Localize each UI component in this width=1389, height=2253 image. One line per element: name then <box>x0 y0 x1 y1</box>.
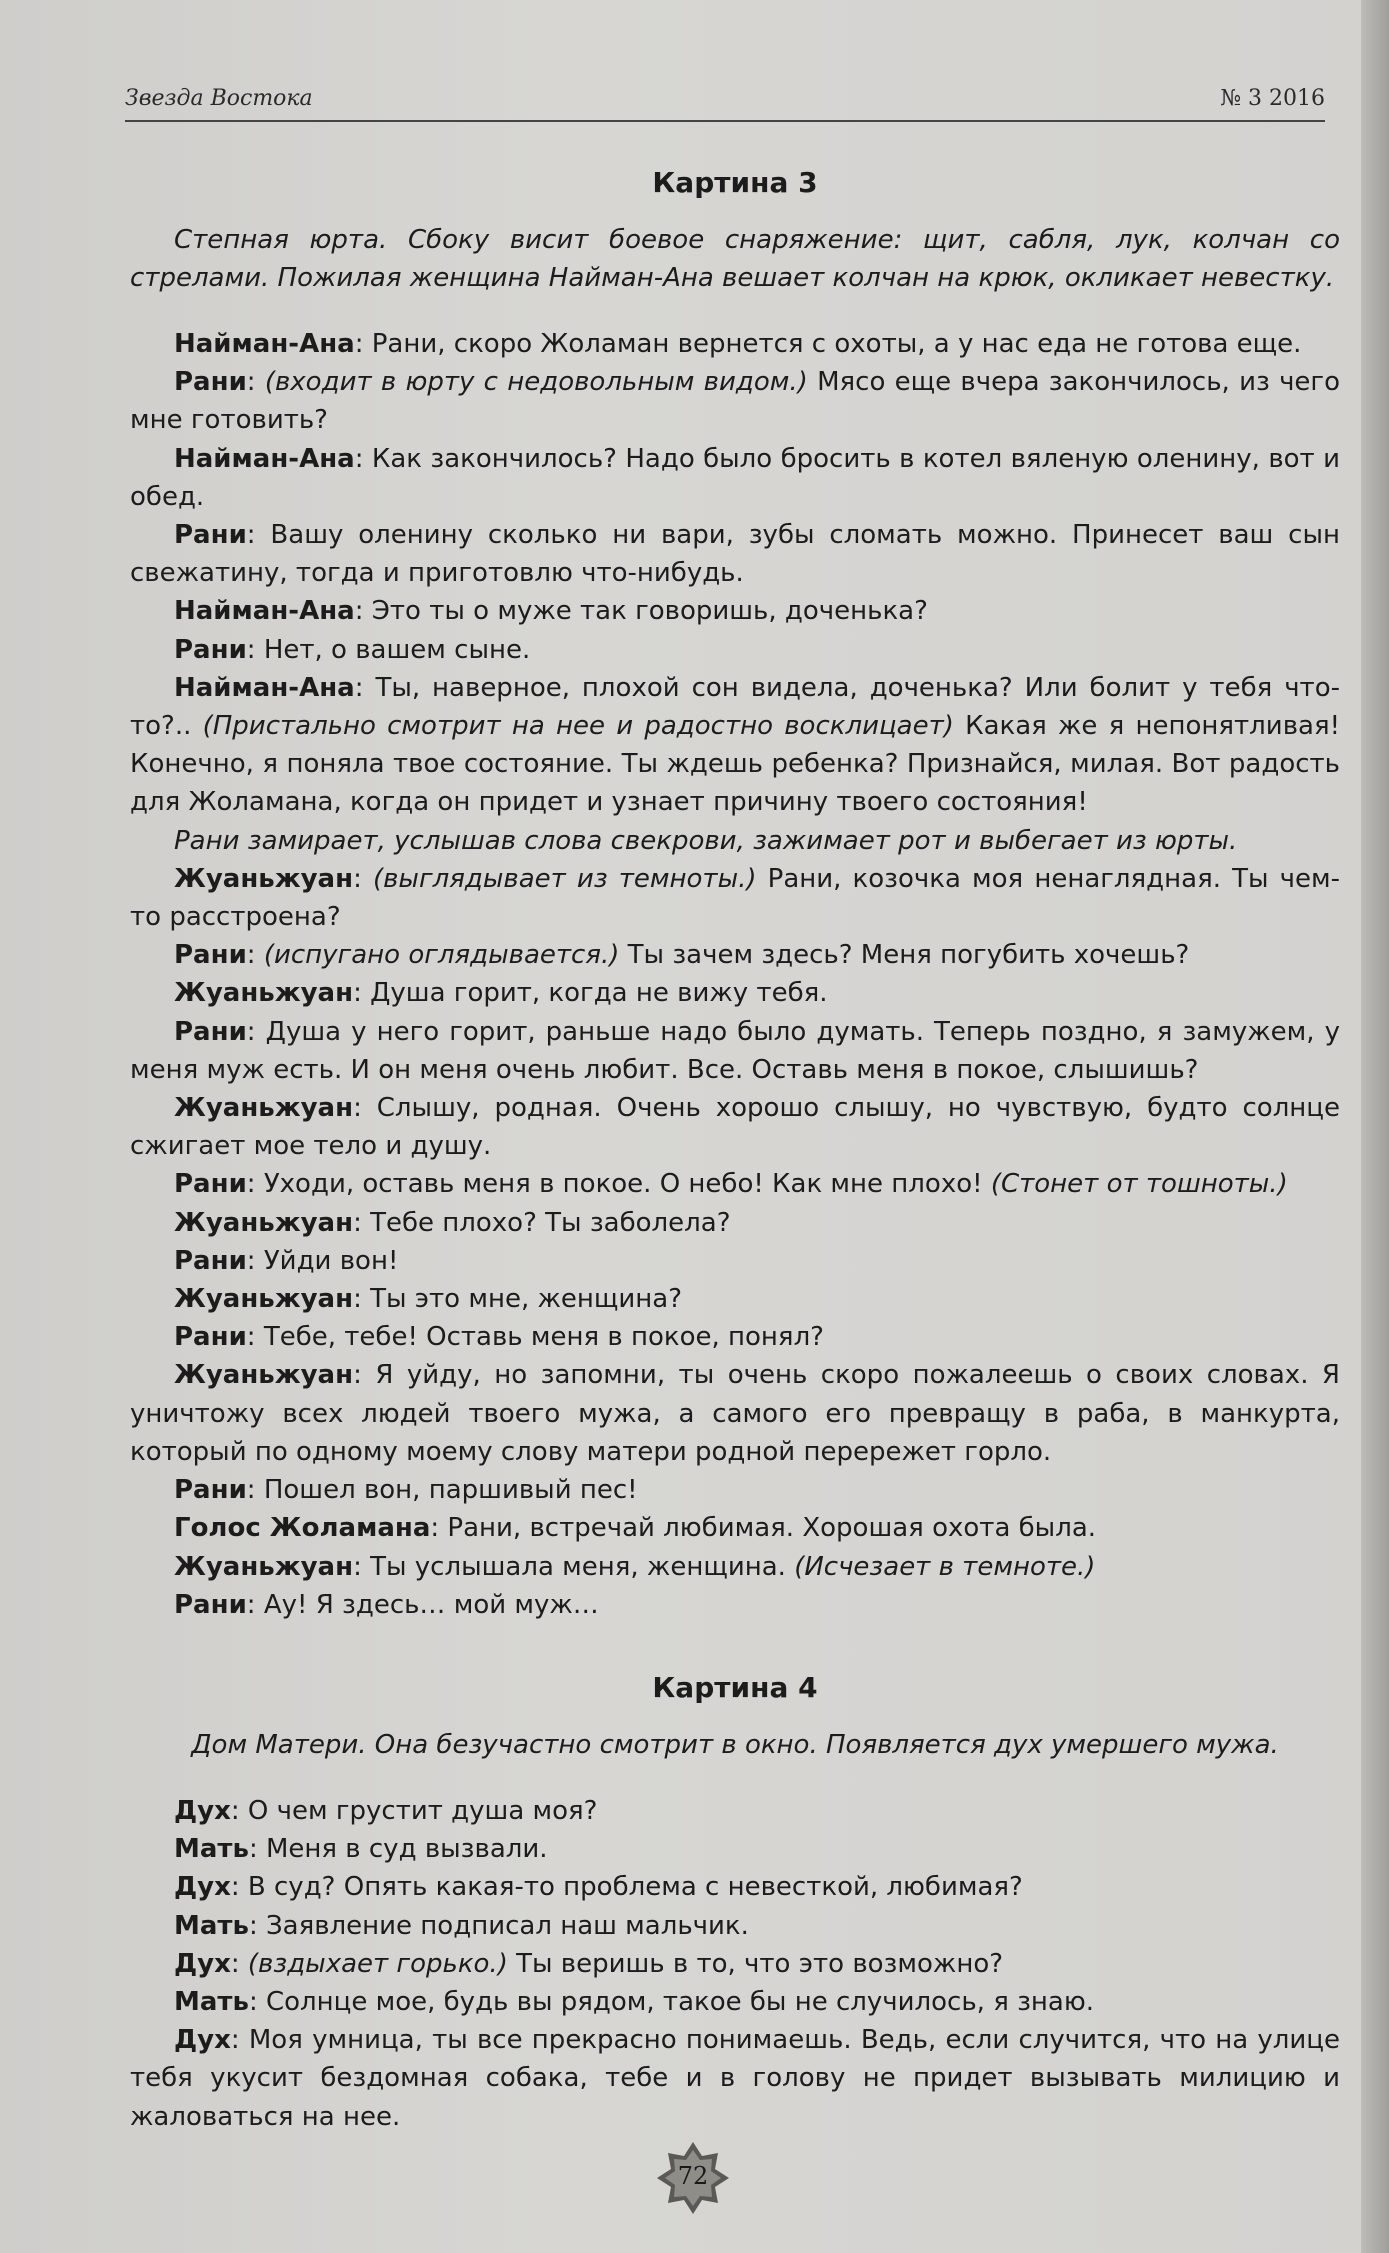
speaker-name: Рани <box>174 634 247 665</box>
dialogue-line: Рани: Уйди вон! <box>174 1245 399 1276</box>
speaker-name: Найман-Ана <box>174 672 355 703</box>
dialogue-line: Жуаньжуан: Ты это мне, женщина? <box>174 1284 683 1315</box>
dialogue-line: Жуаньжуан: Тебе плохо? Ты заболела? <box>174 1207 731 1238</box>
speaker-name: Мать <box>174 1834 249 1865</box>
speech-text: Уйди вон! <box>263 1245 399 1276</box>
speaker-name: Рани <box>174 367 247 398</box>
dialogue-line: Рани: Нет, о вашем сыне. <box>174 634 531 665</box>
inline-stage-direction: Рани замирает, услышав слова свекрови, зажимает рот и выбегает из юрты. <box>174 825 1238 856</box>
speech-text: Рани, скоро Жоламан вернется с охоты, а у нас еда не готова еще. <box>371 329 1302 359</box>
dialogue-line: Найман-Ана: Рани, скоро Жоламан вернется с охоты, а у нас еда не готова еще. <box>174 329 1302 359</box>
scene-4-title: Картина 4 <box>652 1670 818 1704</box>
dialogue-line: Мать: Заявление подписал наш мальчик. <box>174 1910 749 1941</box>
stage-remark: (вздыхает горько.) <box>247 1948 508 1979</box>
dialogue-line: Найман-Ана: Это ты о муже так говоришь, доченька? <box>174 596 928 627</box>
speaker-name: Дух <box>174 1872 231 1903</box>
speaker-name: Мать <box>174 1910 249 1941</box>
stage-remark: (испугано оглядывается.) <box>263 940 620 971</box>
speaker-name: Рани <box>174 1475 247 1506</box>
scene-3-title: Картина 3 <box>652 166 818 199</box>
dialogue-line: Рани: (испугано оглядывается.) Ты зачем здесь? Меня погубить хочешь? <box>174 940 1190 971</box>
dialogue-line: Мать: Меня в суд вызвали. <box>174 1834 548 1865</box>
speech-text: Рани, козочка моя ненаглядная. Ты чем-то расстроена? <box>130 863 1341 933</box>
speech-text: Мясо еще вчера закончилось, из чего мне готовить? <box>130 367 1340 436</box>
dialogue-line: Мать: Солнце мое, будь вы рядом, такое бы не случилось, я знаю. <box>174 1986 1095 2017</box>
dialogue-line: Жуаньжуан: Ты услышала меня, женщина. (Исчезает в темноте.) <box>174 1551 1096 1582</box>
speech-text: Ты это мне, женщина? <box>370 1284 683 1315</box>
scene-3-stage-direction: Степная юрта. Сбоку висит боевое снаряжение: щит, сабля, лук, колчан со стрелами. Пожилая женщина Найман-Ана вешает колчан на крюк, окликает невестку. <box>130 225 1340 293</box>
article-body <box>130 155 1340 2136</box>
dialogue-line: Рани: Душа у него горит, раньше надо было думать. Теперь поздно, я замужем, у меня муж есть. И он меня очень любит. Все. Оставь меня в покое, слышишь? <box>130 1016 1341 1085</box>
speech-text: Как закончилось? Надо было бросить в котел вяленую оленину, вот и обед. <box>130 443 1341 512</box>
speech-text: Солнце мое, будь вы рядом, такое бы не случилось, я знаю. <box>265 1986 1095 2017</box>
dialogue-line: Рани: Вашу оленину сколько ни вари, зубы сломать можно. Принесет ваш сын свежатину, тогда и приготовлю что-нибудь. <box>130 520 1340 589</box>
speech-text: Тебе плохо? Ты заболела? <box>370 1207 731 1238</box>
speaker-name: Жуаньжуан <box>174 978 354 1009</box>
dialogue-line: Жуаньжуан: Душа горит, когда не вижу тебя. <box>174 978 828 1009</box>
speaker-name: Дух <box>174 1948 231 1979</box>
speech-text: Какая же я непонятливая! Конечно, я поняла твое состояние. Ты ждешь ребенка? Признайся, милая. Вот радость для Жоламана, когда он придет и узнает причину твоего состояния! <box>130 711 1341 818</box>
speech-text: В суд? Опять какая-то проблема с невесткой, любимая? <box>247 1872 1023 1903</box>
speaker-name: Рани <box>174 1322 247 1353</box>
dialogue-line: Дух: Моя умница, ты все прекрасно понимаешь. Ведь, если случится, что на улице тебя укусит бездомная собака, тебе и в голову не придет вызывать милицию и жаловаться на нее. <box>130 2025 1340 2132</box>
speech-text: Заявление подписал наш мальчик. <box>265 1910 749 1941</box>
dialogue-line: Рани: (входит в юрту с недовольным видом.) Мясо еще вчера закончилось, из чего мне готовить? <box>130 367 1340 436</box>
speech-text: Меня в суд вызвали. <box>265 1834 548 1865</box>
speaker-name: Рани <box>174 1589 247 1620</box>
stage-remark: (входит в юрту с недовольным видом.) <box>264 367 808 398</box>
journal-title: Звезда Востока <box>125 86 313 111</box>
dialogue-line: Жуаньжуан: Я уйду, но запомни, ты очень скоро пожалеешь о своих словах. Я уничтожу всех людей твоего мужа, а самого его превращу в раба, в манкурта, который по одному моему слову матери родной перережет горло. <box>130 1360 1340 1467</box>
issue-number: № 3 2016 <box>1220 86 1325 111</box>
speaker-name: Жуаньжуан <box>174 1207 354 1238</box>
speech-text: Пошел вон, паршивый пес! <box>263 1475 638 1506</box>
speech-text: О чем грустит душа моя? <box>247 1795 598 1826</box>
speaker-name: Голос Жоламана <box>174 1513 431 1544</box>
speaker-name: Жуаньжуан <box>174 1284 354 1315</box>
dialogue-line: Рани: Пошел вон, паршивый пес! <box>174 1475 638 1506</box>
speaker-name: Жуаньжуан <box>174 1093 354 1124</box>
speaker-name: Найман-Ана <box>174 443 355 474</box>
dialogue-line: Рани: Тебе, тебе! Оставь меня в покое, понял? <box>174 1322 824 1353</box>
stage-remark: (Пристально смотрит на нее и радостно восклицает) <box>202 711 954 742</box>
scene-4-stage-direction: Дом Матери. Она безучастно смотрит в окно. Появляется дух умершего мужа. <box>191 1729 1279 1760</box>
speech-text: Уходи, оставь меня в покое. О небо! Как мне плохо! <box>263 1169 983 1200</box>
speech-text: Нет, о вашем сыне. <box>263 634 531 665</box>
header-rule <box>125 120 1325 122</box>
speaker-name: Мать <box>174 1986 249 2017</box>
dialogue-line: Найман-Ана: Как закончилось? Надо было бросить в котел вяленую оленину, вот и обед. <box>130 443 1341 512</box>
speech-text: Ты, наверное, плохой сон видела, доченька? Или болит у тебя что-то?.. <box>130 672 1340 742</box>
dialogue-line: Жуаньжуан: (выглядывает из темноты.) Рани, козочка моя ненаглядная. Ты чем-то расстроена? <box>130 863 1341 933</box>
stage-remark: (выглядывает из темноты.) <box>372 863 757 894</box>
speech-text: Ты зачем здесь? Меня погубить хочешь? <box>627 940 1190 971</box>
speech-text: Душа у него горит, раньше надо было думать. Теперь поздно, я замужем, у меня муж есть. И он меня очень любит. Все. Оставь меня в покое, слышишь? <box>130 1016 1341 1085</box>
speech-text: Душа горит, когда не вижу тебя. <box>370 978 828 1009</box>
dialogue-line: Найман-Ана: Ты, наверное, плохой сон видела, доченька? Или болит у тебя что-то?.. (Пристально смотрит на нее и радостно восклицает) Какая же я непонятливая! Конечно, я поняла твое состояние. Ты ждешь ребенка? Признайся, милая. Вот радость для Жоламана, когда он придет и узнает причину твоего состояния! <box>130 672 1341 818</box>
speaker-name: Дух <box>174 2025 231 2056</box>
page-number: 72 <box>677 2162 709 2190</box>
speech-text: Рани, встречай любимая. Хорошая охота была. <box>447 1513 1097 1544</box>
speaker-name: Жуаньжуан <box>174 863 354 894</box>
speech-text: Тебе, тебе! Оставь меня в покое, понял? <box>263 1322 824 1353</box>
speaker-name: Найман-Ана <box>174 329 355 359</box>
speech-text: Ты веришь в то, что это возможно? <box>516 1948 1004 1979</box>
speaker-name: Жуаньжуан <box>174 1551 354 1582</box>
scene-3-dialogue <box>130 325 1340 1624</box>
stage-remark: (Стонет от тошноты.) <box>990 1169 1288 1200</box>
speech-text: Ты услышала меня, женщина. <box>370 1551 786 1582</box>
speaker-name: Рани <box>174 940 247 971</box>
speaker-name: Рани <box>174 520 247 551</box>
scene-gap <box>130 1624 1340 1660</box>
dialogue-line: Жуаньжуан: Слышу, родная. Очень хорошо слышу, но чувствую, будто солнце сжигает мое тело и душу. <box>130 1093 1340 1162</box>
speech-text: Вашу оленину сколько ни вари, зубы сломать можно. Принесет ваш сын свежатину, тогда и приготовлю что-нибудь. <box>130 520 1340 589</box>
dialogue-line: Голос Жоламана: Рани, встречай любимая. Хорошая охота была. <box>174 1513 1097 1544</box>
speaker-name: Рани <box>174 1016 247 1047</box>
dialogue-line: Дух: О чем грустит душа моя? <box>174 1795 598 1826</box>
speech-text: Ау! Я здесь… мой муж… <box>263 1589 599 1620</box>
dialogue-line: Дух: В суд? Опять какая-то проблема с невесткой, любимая? <box>174 1872 1023 1903</box>
speech-text: Моя умница, ты все прекрасно понимаешь. Ведь, если случится, что на улице тебя укусит бездомная собака, тебе и в голову не придет вызывать милицию и жаловаться на нее. <box>130 2025 1340 2132</box>
speech-text: Я уйду, но запомни, ты очень скоро пожалеешь о своих словах. Я уничтожу всех людей твоего мужа, а самого его превращу в раба, в манкурта, который по одному моему слову матери родной перережет горло. <box>130 1360 1340 1467</box>
page-number-badge <box>655 2140 731 2216</box>
dialogue-line: Рани: Ау! Я здесь… мой муж… <box>174 1589 599 1620</box>
speech-text: Слышу, родная. Очень хорошо слышу, но чувствую, будто солнце сжигает мое тело и душу. <box>130 1093 1340 1162</box>
running-header <box>125 80 1325 120</box>
dialogue-line: Дух: (вздыхает горько.) Ты веришь в то, что это возможно? <box>174 1948 1004 1979</box>
dialogue-line: Рани: Уходи, оставь меня в покое. О небо! Как мне плохо! (Стонет от тошноты.) <box>174 1169 1288 1200</box>
scene-4-dialogue <box>130 1792 1340 2136</box>
speaker-name: Дух <box>174 1795 231 1826</box>
speaker-name: Рани <box>174 1245 247 1276</box>
speaker-name: Найман-Ана <box>174 596 355 627</box>
speech-text: Это ты о муже так говоришь, доченька? <box>371 596 928 627</box>
speaker-name: Рани <box>174 1169 247 1200</box>
page-edge-shadow <box>1361 0 1389 2253</box>
stage-remark: (Исчезает в темноте.) <box>794 1551 1096 1582</box>
speaker-name: Жуаньжуан <box>174 1360 354 1391</box>
